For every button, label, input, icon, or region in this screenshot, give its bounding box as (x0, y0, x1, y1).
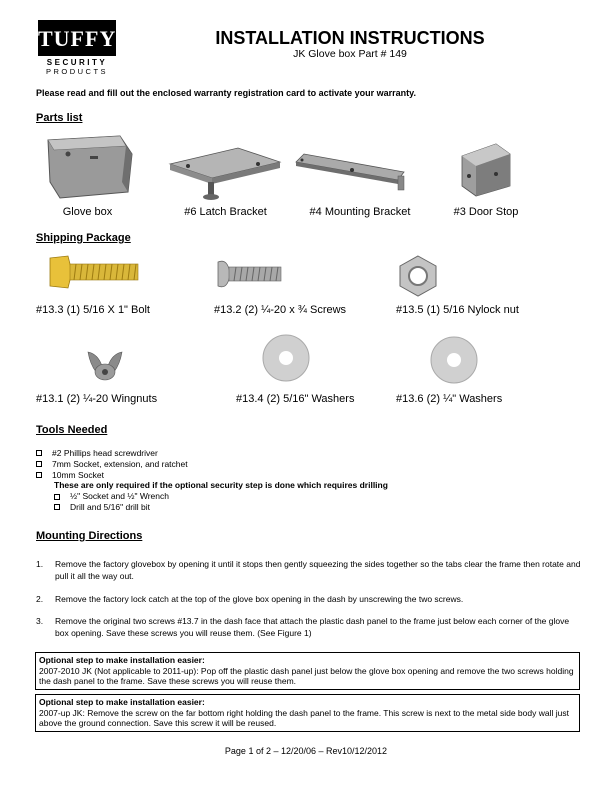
tools-list (36, 448, 388, 513)
tool-sub-item: ½" Socket and ½" Wrench (36, 491, 388, 502)
tool-item: #2 Phillips head screwdriver (36, 448, 388, 459)
optional-step-box-2 (35, 694, 580, 732)
glove-box-image (40, 132, 135, 202)
door-stop-image (456, 140, 516, 198)
shipping-caption-2: #13.2 (2) ¼-20 x ¾ Screws (214, 304, 347, 316)
checkbox-icon (36, 472, 42, 478)
tool-item: 7mm Socket, extension, and ratchet (36, 459, 388, 470)
tools-heading: Tools Needed (36, 424, 108, 436)
shipping-heading: Shipping Package (36, 232, 131, 244)
checkbox-icon (54, 494, 60, 500)
optional-step-title: Optional step to make installation easier: (39, 655, 205, 665)
shipping-caption-3: #13.5 (1) 5/16 Nylock nut (396, 304, 519, 316)
wingnut-image (86, 348, 124, 384)
warranty-notice: Please read and fill out the enclosed warranty registration card to activate your warranty. (36, 88, 416, 98)
tool-sub-item: Drill and 5/16" drill bit (36, 502, 388, 513)
nylock-nut-image (396, 254, 440, 298)
parts-heading: Parts list (36, 112, 83, 124)
optional-step-box-1 (35, 652, 580, 690)
shipping-caption-5: #13.4 (2) 5/16" Washers (236, 393, 355, 405)
direction-step-3: 3. Remove the original two screws #13.7 in the dash face that attach the plastic dash panel to the frame just below each corner of the glove box opening. Save these screws you will reuse them. (See Figure 1) (36, 616, 570, 638)
directions-heading: Mounting Directions (36, 530, 143, 542)
page-footer: Page 1 of 2 – 12/20/06 – Rev10/12/2012 (224, 746, 388, 756)
part-caption-4: #3 Door Stop (453, 206, 519, 218)
page-subtitle: JK Glove box Part # 149 (293, 48, 407, 60)
screw-image (214, 258, 284, 290)
checkbox-icon (36, 450, 42, 456)
shipping-caption-4: #13.1 (2) ¼-20 Wingnuts (36, 393, 158, 405)
bolt-image (46, 254, 142, 290)
shipping-caption-6: #13.6 (2) ¼" Washers (396, 393, 503, 405)
shipping-caption-1: #13.3 (1) 5/16 X 1" Bolt (36, 304, 150, 316)
checkbox-icon (54, 504, 60, 510)
tuffy-logo (38, 20, 116, 76)
optional-step-title: Optional step to make installation easier: (39, 697, 205, 707)
washer-small-image (430, 336, 478, 384)
part-caption-3: #4 Mounting Bracket (309, 206, 411, 218)
logo-brand: TUFFY (38, 20, 116, 56)
tool-item: 10mm Socket (36, 470, 388, 481)
logo-line1: SECURITY (46, 58, 108, 67)
washer-large-image (262, 334, 310, 382)
checkbox-icon (36, 461, 42, 467)
direction-step-1: 1. Remove the factory glovebox by opening it until it stops then gently squeezing the sides together so the tabs clear the frame then rotate and pull it all the way out. (36, 559, 581, 581)
mounting-bracket-image (294, 150, 414, 194)
latch-bracket-image (168, 144, 283, 202)
optional-step-text: 2007-up JK: Remove the screw on the far bottom right holding the dash panel to the frame. This screw is next to the metal side body wall just above the ground connection. Save this screw it will be reused. (39, 707, 569, 728)
logo-line2: PRODUCTS (45, 67, 109, 76)
optional-step-text: 2007-2010 JK (Not applicable to 2011-up): Pop off the plastic dash panel just below the glove box opening and remove the two screws holding the dash panel to the frame. Save these screws you will reuse them. (39, 665, 574, 686)
direction-step-2: 2. Remove the factory lock catch at the top of the glove box opening in the dash by unscrewing the two screws. (36, 594, 464, 604)
part-caption-2: #6 Latch Bracket (184, 206, 267, 218)
part-caption-1: Glove box (62, 206, 113, 218)
tools-drilling-note: These are only required if the optional security step is done which requires drilling (54, 480, 388, 491)
page-title: INSTALLATION INSTRUCTIONS (215, 28, 485, 48)
